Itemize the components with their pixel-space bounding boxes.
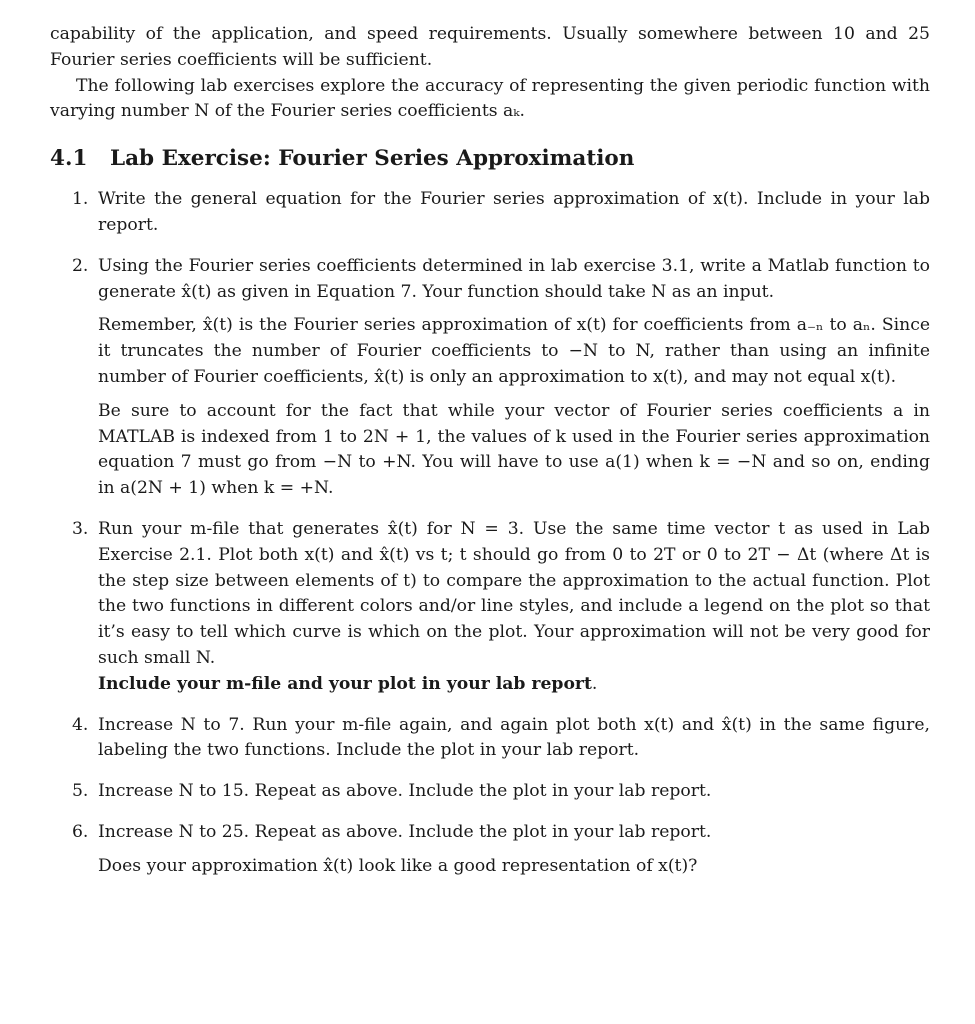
exercise-item-4 (50, 713, 930, 765)
intro-paragraph-2: The following lab exercises explore the accuracy of representing the given periodic function with varying number N of the Fourier series coefficients aₖ. (50, 75, 930, 122)
exercise-text: Increase N to 25. Repeat as above. Include the plot in your lab report. (98, 821, 712, 842)
exercise-text: Increase N to 7. Run your m-file again, and again plot both x(t) and x̂(t) in the same figure, labeling the two functions. Include the plot in your lab report. (98, 714, 930, 761)
exercise-item-5 (50, 779, 930, 805)
exercise-number: 2. (72, 255, 89, 276)
section-heading (50, 145, 930, 173)
exercise-text: Write the general equation for the Fourier series approximation of x(t). Include in your lab report. (98, 189, 930, 235)
exercise-text: Be sure to account for the fact that while your vector of Fourier series coefficients a in MATLAB is indexed from 1 to 2N + 1, the values of k used in the Fourier series approximation equation 7 must go from −N to +N. You will have to use a(1) when k = −N and so on, ending in a(2N + 1) when k = +N. (98, 400, 930, 499)
requirement-period: . (591, 673, 598, 694)
document-page (50, 22, 930, 895)
section-title: Lab Exercise: Fourier Series Approximation (110, 146, 635, 172)
intro-paragraph-1: capability of the application, and speed requirements. Usually somewhere between 10 and 25 Fourier series coefficients will be sufficient. (50, 24, 930, 70)
exercise-number: 5. (72, 781, 89, 802)
exercise-number: 1. (72, 189, 89, 210)
intro-section (50, 22, 930, 125)
section-number: 4.1 (50, 146, 88, 172)
exercise-text: Run your m-file that generates x̂(t) for N = 3. Use the same time vector t as used in Lab Exercise 2.1. Plot both x(t) and x̂(t) vs t; t should go from 0 to 2T or 0 to 2T − Δt (where Δt is the step size between elements of t) to compare the approximation to the actual function. Plot the two functions in different colors and/or line styles, and include a legend on the plot so that it’s easy to tell which curve is which on the plot. Your approximation will not be very good for such small N. (98, 518, 930, 668)
exercise-item-2 (50, 254, 930, 502)
exercise-number: 4. (72, 714, 89, 735)
bold-requirement: Include your m-file and your plot in your lab report (98, 673, 592, 694)
exercise-text: Remember, x̂(t) is the Fourier series approximation of x(t) for coefficients from a₋ₙ to aₙ. Since it truncates the number of Fourier coefficients to −N to N, rather than using an infinite number of Fourier coefficients, x̂(t) is only an approximation to x(t), and may not equal x(t). (98, 315, 930, 387)
exercise-item-3 (50, 517, 930, 698)
exercise-question: Does your approximation x̂(t) look like a good representation of x(t)? (98, 855, 698, 876)
exercise-list (50, 187, 930, 879)
exercise-text: Using the Fourier series coefficients determined in lab exercise 3.1, write a Matlab function to generate x̂(t) as given in Equation 7. Your function should take N as an input. (98, 255, 930, 302)
exercise-item-6 (50, 820, 930, 880)
exercise-text: Increase N to 15. Repeat as above. Include the plot in your lab report. (98, 781, 712, 802)
exercise-number: 6. (72, 821, 89, 842)
exercise-requirement (98, 672, 930, 698)
exercise-item-1 (50, 187, 930, 239)
exercise-number: 3. (72, 518, 89, 539)
